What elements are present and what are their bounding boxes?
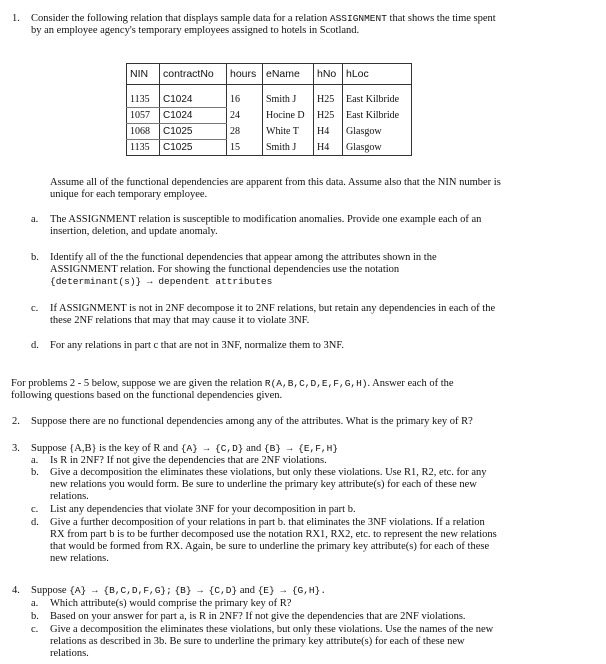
q1a-label: a. <box>31 214 39 225</box>
q3d-label: d. <box>31 517 39 528</box>
cell-hloc: Glasgow <box>343 140 412 156</box>
col-header-hno: hNo <box>314 64 343 85</box>
q1-text-line-1 <box>31 13 496 25</box>
table-row <box>127 108 412 124</box>
q4-intro-text: Suppose <box>31 585 67 596</box>
q1b-line-2: ASSIGNMENT relation. For showing the functional dependencies use the notation <box>50 264 400 275</box>
table-row <box>127 140 412 156</box>
q2-number: 2. <box>12 416 20 427</box>
intro-text: For problems 2 - 5 below, suppose we are given the relation <box>11 378 263 389</box>
q2-text: Suppose there are no functional dependencies among any of the attributes. What is the primary key of R? <box>31 416 473 427</box>
cell-ename: Smith J <box>263 85 314 108</box>
intro-text: . Answer each of the <box>367 378 454 389</box>
intro-line-1 <box>11 378 454 390</box>
q3c-line-1: List any dependencies that violate 3NF for your decomposition in part b. <box>50 504 356 515</box>
q3-and: and <box>246 443 262 454</box>
cell-hours: 28 <box>227 124 263 140</box>
q3a-label: a. <box>31 455 39 466</box>
q1-number: 1. <box>12 13 20 24</box>
col-header-hloc: hLoc <box>343 64 412 85</box>
col-header-contractno: contractNo <box>160 64 227 85</box>
relation-r-schema: R(A,B,C,D,E,F,G,H) <box>264 378 368 389</box>
cell-hno: H4 <box>314 140 343 156</box>
fd-a-to-cd: {A} → {C,D} <box>180 443 244 454</box>
fd-notation: {determinant(s)} → dependent attributes <box>50 276 273 287</box>
q3a-line-1: Is R in 2NF? If not give the dependencies that are 2NF violations. <box>50 455 327 466</box>
q1c-line-1: If ASSIGNMENT is not in 2NF decompose it to 2NF relations, but retain any dependencies in each of the <box>50 303 496 314</box>
table-row <box>127 85 412 108</box>
q4c-label: c. <box>31 624 39 635</box>
col-header-nin: NIN <box>127 64 160 85</box>
q4-and: and <box>239 585 255 596</box>
relation-name-assignment: ASSIGNMENT <box>329 13 387 24</box>
cell-nin: 1135 <box>127 140 160 156</box>
q1b-label: b. <box>31 252 39 263</box>
q4a-line-1: Which attribute(s) would comprise the primary key of R? <box>50 598 292 609</box>
cell-hloc: East Kilbride <box>343 108 412 124</box>
q3-number: 3. <box>12 443 20 454</box>
q1c-line-2: these 2NF relations that may that may cause it to violate 3NF. <box>50 315 310 326</box>
cell-contractno: C1025 <box>160 140 227 156</box>
q4a-label: a. <box>31 598 39 609</box>
q4-intro <box>31 585 326 597</box>
q3b-line-2: new relations you would form. Be sure to underline the primary key attribute(s) for each of these new <box>50 479 477 490</box>
q1d-label: d. <box>31 340 39 351</box>
fd-e-to-gh: {E} → {G,H}. <box>257 585 327 596</box>
cell-nin: 1068 <box>127 124 160 140</box>
cell-hours: 16 <box>227 85 263 108</box>
q3-intro <box>31 443 338 455</box>
cell-nin: 1135 <box>127 85 160 108</box>
fd-b-to-cd: {B} → {C,D} <box>174 585 238 596</box>
table-row <box>127 124 412 140</box>
q4b-label: b. <box>31 611 39 622</box>
cell-hours: 24 <box>227 108 263 124</box>
q4c-line-1: Give a decomposition the eliminates these violations, but only these violations. Use the names of the new <box>50 624 494 635</box>
cell-ename: White T <box>263 124 314 140</box>
intro-line-2: following questions based on the functional dependencies given. <box>11 390 283 401</box>
q3d-line-4: new relations. <box>50 553 109 564</box>
cell-contractno: C1025 <box>160 124 227 140</box>
cell-ename: Hocine D <box>263 108 314 124</box>
col-header-hours: hours <box>227 64 263 85</box>
q1-text-part: Consider the following relation that displays sample data for a relation <box>31 13 328 24</box>
q3b-line-1: Give a decomposition the eliminates these violations, but only these violations. Use R1, R2, etc. for any <box>50 467 487 478</box>
fd-b-to-efh: {B} → {E,F,H} <box>263 443 339 454</box>
q1d-line-1: For any relations in part c that are not in 3NF, normalize them to 3NF. <box>50 340 345 351</box>
q1a-line-1: The ASSIGNMENT relation is susceptible to modification anomalies. Provide one example each of an <box>50 214 482 225</box>
col-header-ename: eName <box>263 64 314 85</box>
q4c-line-3: relations. <box>50 648 89 659</box>
cell-hloc: Glasgow <box>343 124 412 140</box>
cell-hloc: East Kilbride <box>343 85 412 108</box>
q1b-line-1: Identify all of the the functional dependencies that appear among the attributes shown in the <box>50 252 437 263</box>
q3b-line-3: relations. <box>50 491 89 502</box>
q1-text-part: that shows the time spent <box>389 13 496 24</box>
cell-contractno: C1024 <box>160 108 227 124</box>
cell-hno: H25 <box>314 108 343 124</box>
cell-ename: Smith J <box>263 140 314 156</box>
cell-hno: H25 <box>314 85 343 108</box>
q1a-line-2: insertion, deletion, and update anomaly. <box>50 226 218 237</box>
q3d-line-1: Give a further decomposition of your relations in part b. that eliminates the 3NF violations. If a relation <box>50 517 485 528</box>
q3c-label: c. <box>31 504 39 515</box>
cell-hno: H4 <box>314 124 343 140</box>
q3-intro-text: Suppose {A,B} is the key of R and <box>31 443 179 454</box>
assume-line-2: unique for each temporary employee. <box>50 189 208 200</box>
q3d-line-3: that would be formed from RX. Again, be sure to underline the primary key attribute(s) for each of these <box>50 541 490 552</box>
q3d-line-2: RX from part b is to be further decomposed use the notation RX1, RX2, etc. to represent the new relations <box>50 529 497 540</box>
q4b-line-1: Based on your answer for part a, is R in 2NF? If not give the dependencies that are 2NF violations. <box>50 611 466 622</box>
q4-number: 4. <box>12 585 20 596</box>
q1-text-line-2: by an employee agency's temporary employees assigned to hotels in Scotland. <box>31 25 360 36</box>
assignment-table <box>126 63 412 156</box>
table-header-row <box>127 64 412 85</box>
assume-line-1: Assume all of the functional dependencies are apparent from this data. Assume also that the NIN number is <box>50 177 501 188</box>
q1c-label: c. <box>31 303 39 314</box>
q3b-label: b. <box>31 467 39 478</box>
fd-a-to-bcdfg: {A} → {B,C,D,F,G}; <box>69 585 172 596</box>
cell-hours: 15 <box>227 140 263 156</box>
cell-nin: 1057 <box>127 108 160 124</box>
cell-contractno: C1024 <box>160 85 227 108</box>
q4c-line-2: relations as described in 3b. Be sure to underline the primary key attribute(s) for each of these new <box>50 636 465 647</box>
